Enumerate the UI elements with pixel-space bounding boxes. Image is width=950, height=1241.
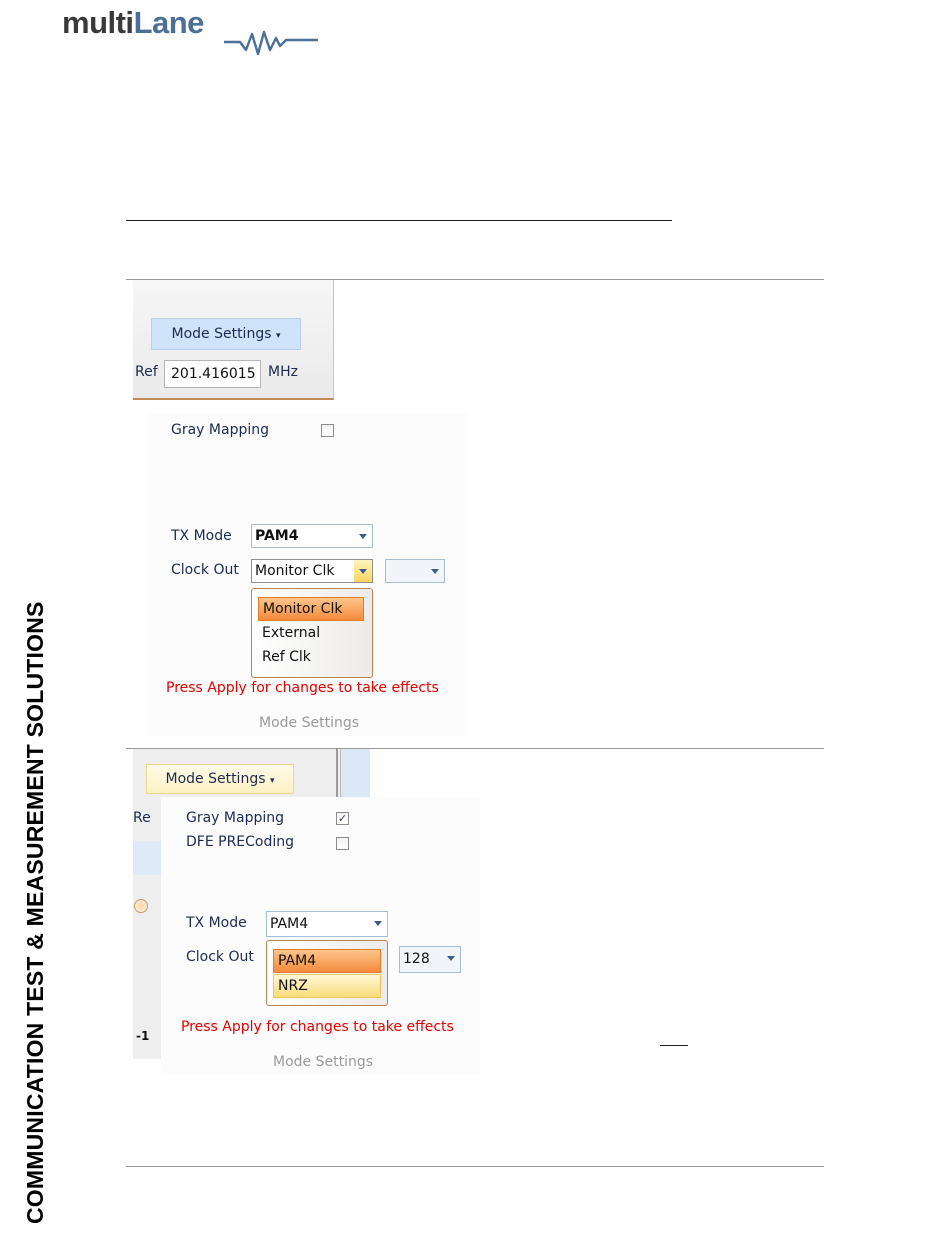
section-underline [126, 220, 672, 221]
tx-option-pam4[interactable]: PAM4 [273, 949, 381, 973]
secondary-select[interactable] [385, 559, 445, 583]
mode-settings-panel-1 [147, 413, 468, 737]
mode-settings-button-2[interactable]: Mode Settings ▾ [146, 764, 294, 794]
tx-mode-label: TX Mode [171, 528, 232, 544]
ribbon-screenshot-1 [133, 280, 334, 400]
table-bottom-rule [126, 1166, 824, 1167]
second-value-select[interactable]: 128 [399, 946, 461, 973]
value-fragment: -1 [136, 1029, 150, 1043]
tx-mode-label: TX Mode [186, 915, 247, 931]
dropdown-arrow-icon [359, 534, 367, 539]
side-tagline: COMMUNICATION TEST & MEASUREMENT SOLUTIONS [22, 601, 48, 1224]
ref-label-fragment: Re [133, 810, 151, 826]
gray-mapping-checkbox[interactable] [321, 424, 334, 437]
ref-unit-label: MHz [268, 364, 298, 380]
apply-notice: Press Apply for changes to take effects [181, 1019, 454, 1035]
mode-settings-panel-2 [161, 797, 480, 1075]
tx-option-nrz[interactable]: NRZ [273, 974, 381, 998]
logo-wordmark: multiLane [62, 5, 204, 40]
group-title: Mode Settings [273, 1054, 374, 1070]
ref-label: Ref [135, 364, 158, 380]
dfe-precoding-label: DFE PRECoding [186, 834, 295, 850]
dropdown-arrow-icon [447, 956, 455, 961]
short-underline [660, 1045, 688, 1046]
radio-button[interactable] [134, 899, 148, 913]
clock-out-dropdown-list [251, 588, 373, 678]
tx-mode-select[interactable]: PAM4 [251, 524, 373, 548]
clock-option-monitor-clk[interactable]: Monitor Clk [258, 597, 364, 621]
dropdown-arrow-icon [431, 569, 439, 574]
ref-frequency-input[interactable]: 201.416015 [164, 360, 261, 388]
tx-mode-select[interactable]: PAM4 [266, 911, 388, 937]
ribbon-splitter [336, 749, 338, 797]
gray-mapping-label: Gray Mapping [171, 422, 269, 438]
clock-out-select[interactable]: Monitor Clk [251, 559, 373, 583]
tx-mode-dropdown-list [266, 940, 388, 1006]
clock-option-ref-clk[interactable]: Ref Clk [262, 649, 311, 665]
multilane-logo [62, 2, 322, 54]
waveform-icon [222, 10, 322, 56]
clock-option-external[interactable]: External [262, 625, 321, 641]
dfe-precoding-checkbox[interactable] [336, 837, 349, 850]
dropdown-caret-icon: ▾ [275, 331, 281, 341]
dropdown-caret-icon: ▾ [269, 776, 275, 786]
dropdown-arrow-icon [374, 921, 382, 926]
clock-out-label: Clock Out [186, 949, 254, 965]
mode-settings-button[interactable]: Mode Settings ▾ [151, 318, 301, 350]
gray-mapping-label: Gray Mapping [186, 810, 284, 826]
checkmark-icon: ✓ [337, 812, 348, 825]
apply-notice: Press Apply for changes to take effects [166, 680, 439, 696]
gray-mapping-checkbox[interactable] [336, 812, 349, 825]
ribbon-side-pane [340, 749, 370, 797]
group-title: Mode Settings [259, 715, 360, 731]
dropdown-arrow-icon [359, 569, 367, 574]
clock-out-label: Clock Out [171, 562, 239, 578]
